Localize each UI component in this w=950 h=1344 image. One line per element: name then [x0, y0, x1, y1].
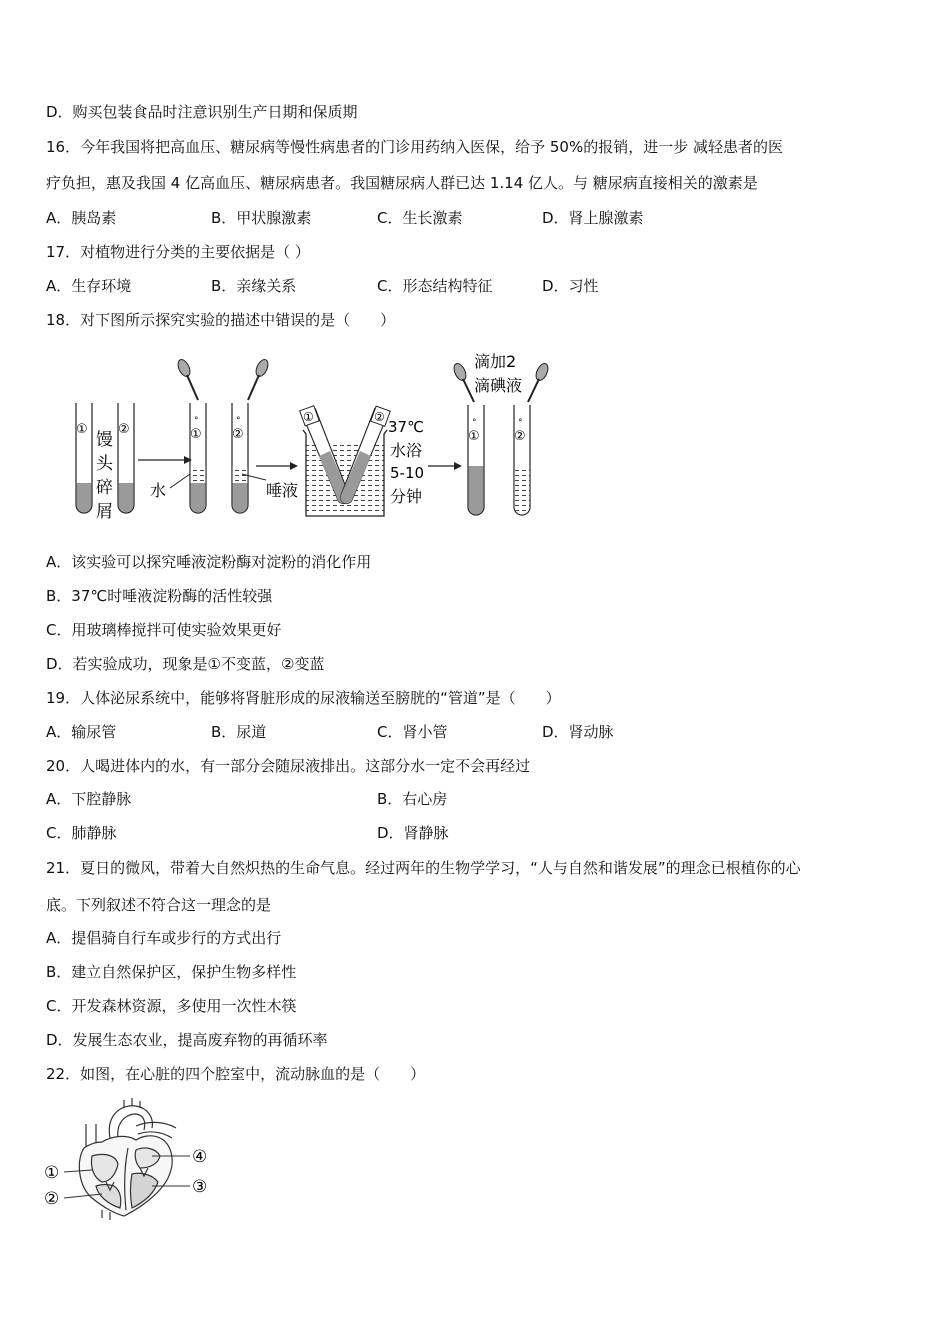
step4-dropper-1	[452, 362, 474, 402]
heart-label-3: ③	[192, 1177, 208, 1197]
q21-option-a: A．提倡骑自行车或步行的方式出行	[46, 929, 282, 947]
iodine-label-1: 滴加2	[474, 352, 517, 371]
step4-label-2: ②	[514, 429, 526, 444]
q21-stem-line1: 21．夏日的微风，带着大自然炽热的生命气息。经过两年的生物学学习，“人与自然和谐发展”的理念已根植你的心	[46, 859, 801, 877]
temp-label: 37℃	[388, 418, 424, 436]
mantou-char-1: 馒	[96, 430, 113, 450]
q20-option-d: D．肾静脉	[377, 824, 449, 842]
q19-option-a: A．输尿管	[46, 723, 117, 741]
step4-label-1: ①	[468, 429, 480, 444]
q18-option-d: D．若实验成功，现象是①不变蓝，②变蓝	[46, 655, 325, 673]
step2-label-2: ②	[232, 427, 244, 442]
drop-mark-3: °	[472, 418, 477, 428]
q21-option-d: D．发展生态农业，提高废弃物的再循环率	[46, 1031, 328, 1049]
arrow-2	[256, 462, 298, 470]
q22-heart-figure	[40, 1098, 220, 1222]
q19-option-d: D．肾动脉	[542, 723, 614, 741]
heart-label-4: ④	[192, 1147, 208, 1167]
step1-tube-1	[76, 403, 92, 513]
arrow-1	[138, 456, 192, 464]
bath-label: 水浴	[390, 441, 423, 460]
q17-option-a: A．生存环境	[46, 277, 132, 295]
water-pointer	[170, 474, 190, 488]
q16-stem-line2: 疗负担，惠及我国 4 亿高血压、糖尿病患者。我国糖尿病人群已达 1.14 亿人。与 糖尿病直接相关的激素是	[46, 174, 758, 192]
q20-option-c: C．肺静脉	[46, 824, 117, 842]
q18-option-c: C．用玻璃棒搅拌可使实验效果更好	[46, 621, 282, 639]
mantou-char-2: 头	[96, 454, 113, 474]
beaker-label-2: ②	[374, 410, 385, 424]
water-label: 水	[150, 481, 167, 500]
drop-mark-2: °	[236, 416, 241, 426]
beaker-label-1: ①	[303, 410, 314, 424]
mantou-char-3: 碎	[96, 478, 113, 498]
q16-option-a: A．胰岛素	[46, 209, 117, 227]
step2-dropper-2	[248, 358, 270, 400]
q20-option-b: B．右心房	[377, 790, 448, 808]
heart-drawing	[79, 1098, 176, 1220]
step1-tube-2	[118, 403, 134, 513]
q16-option-c: C．生长激素	[377, 209, 463, 227]
q19-stem: 19．人体泌尿系统中，能够将肾脏形成的尿液输送至膀胱的“管道”是（ ）	[46, 689, 561, 707]
q16-option-b: B．甲状腺激素	[211, 209, 312, 227]
q16-stem-line1: 16．今年我国将把高血压、糖尿病等慢性病患者的门诊用药纳入医保，给予 50%的报销，进一步 减轻患者的医	[46, 138, 783, 156]
q18-stem: 18．对下图所示探究实验的描述中错误的是（ ）	[46, 311, 396, 329]
q15-option-d: D．购买包装食品时注意识别生产日期和保质期	[46, 103, 358, 121]
mantou-char-4: 屑	[96, 502, 113, 522]
step2-dropper-1	[176, 358, 198, 400]
q20-stem: 20．人喝进体内的水，有一部分会随尿液排出。这部分水一定不会再经过	[46, 757, 531, 775]
arrow-3	[428, 462, 462, 470]
q19-option-c: C．肾小管	[377, 723, 448, 741]
iodine-label-2: 滴碘液	[474, 376, 523, 395]
q21-stem-line2: 底。下列叙述不符合这一理念的是	[46, 896, 272, 914]
step1-label-1: ①	[76, 422, 88, 437]
q18-option-b: B．37℃时唾液淀粉酶的活性较强	[46, 587, 273, 605]
drop-mark-1: °	[194, 416, 199, 426]
q17-stem: 17．对植物进行分类的主要依据是（ ）	[46, 243, 310, 261]
heart-label-1: ①	[44, 1163, 60, 1183]
q18-experiment-figure	[66, 348, 566, 528]
q21-option-c: C．开发森林资源，多使用一次性木筷	[46, 997, 297, 1015]
q19-option-b: B．尿道	[211, 723, 267, 741]
drop-mark-4: °	[518, 418, 523, 428]
q22-stem: 22．如图，在心脏的四个腔室中，流动脉血的是（ ）	[46, 1065, 426, 1083]
q20-option-a: A．下腔静脉	[46, 790, 132, 808]
step4-dropper-2	[528, 362, 550, 402]
q16-option-d: D．肾上腺激素	[542, 209, 644, 227]
q18-option-a: A．该实验可以探究唾液淀粉酶对淀粉的消化作用	[46, 553, 372, 571]
saliva-label: 唾液	[266, 481, 299, 500]
minutes-label: 分钟	[390, 487, 423, 506]
q17-option-c: C．形态结构特征	[377, 277, 493, 295]
range-label: 5-10	[390, 464, 425, 482]
q17-option-d: D．习性	[542, 277, 599, 295]
heart-label-2: ②	[44, 1189, 60, 1209]
q17-option-b: B．亲缘关系	[211, 277, 297, 295]
step1-label-2: ②	[118, 422, 130, 437]
step2-label-1: ①	[190, 427, 202, 442]
q21-option-b: B．建立自然保护区，保护生物多样性	[46, 963, 297, 981]
